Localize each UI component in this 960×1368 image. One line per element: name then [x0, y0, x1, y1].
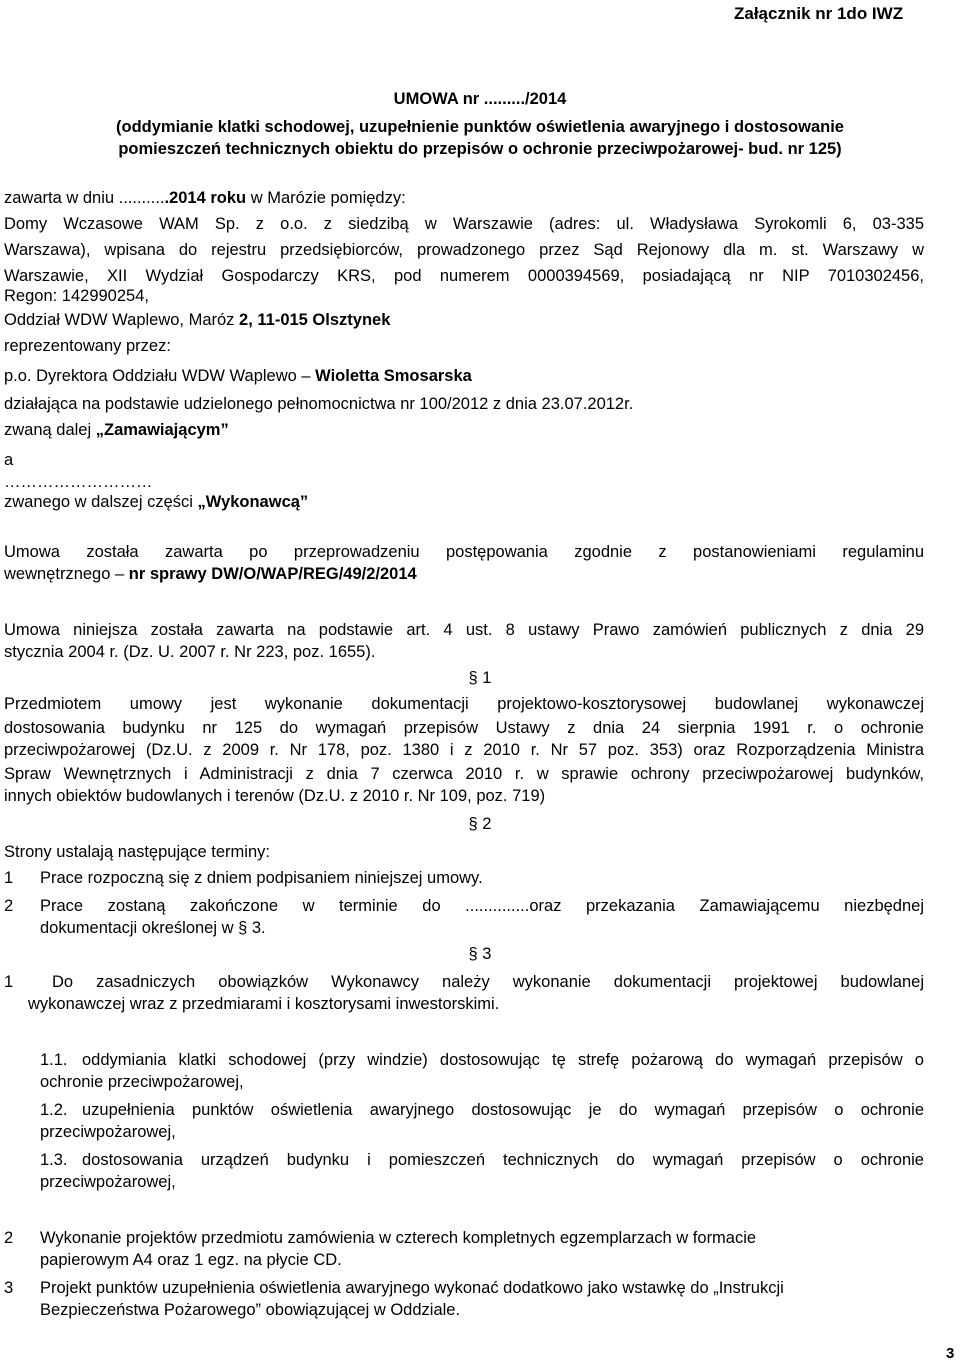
concluded-line: zawarta w dniu ...........2014 roku w Marózie pomiędzy:: [4, 189, 406, 207]
s3-item2-number: 2: [4, 1229, 14, 1247]
power-of-attorney: działająca na podstawie udzielonego pełnomocnictwa nr 100/2012 z dnia 23.07.2012r.: [4, 395, 634, 413]
legal-basis-line1: Umowa niniejsza została zawarta na podstawie art. 4 ust. 8 ustawy Prawo zamówień publicznych z dnia 29: [4, 621, 924, 639]
s3-sub1-line1: oddymiania klatki schodowej (przy windzie) dostosowując tę strefę pożarową do wymagań przepisów o: [82, 1051, 924, 1069]
s3-item2-line2: papierowym A4 oraz 1 egz. na płycie CD.: [40, 1251, 342, 1269]
s1-line5: innych obiektów budowlanych i terenów (Dz.U. z 2010 r. Nr 109, poz. 719): [4, 787, 546, 805]
s1-line3: przeciwpożarowej (Dz.U. z 2009 r. Nr 178, poz. 1380 i z 2010 r. Nr 57 poz. 353) oraz Rozporządzenia Ministra: [4, 741, 924, 759]
contractor-placeholder: ………………………: [4, 473, 153, 491]
ordering-party-line: zwaną dalej „Zamawiającym”: [4, 421, 229, 439]
s3-sub1-number: 1.1.: [40, 1051, 68, 1069]
s1-line2: dostosowania budynku nr 125 do wymagań przepisów Ustawy z dnia 24 sierpnia 1991 r. o ochronie: [4, 719, 924, 737]
s3-item3-number: 3: [4, 1279, 14, 1297]
s3-sub2-number: 1.2.: [40, 1101, 68, 1119]
s2-item2-line2: dokumentacji określonej w § 3.: [40, 919, 266, 937]
attachment-label: Załącznik nr 1do IWZ: [734, 4, 904, 23]
director-line: p.o. Dyrektora Oddziału WDW Waplewo – Wioletta Smosarska: [4, 367, 472, 385]
company-line2: Warszawa), wpisana do rejestru przedsiębiorców, prowadzonego przez Sąd Rejonowy dla m. st. Warszawy w: [4, 241, 924, 259]
s2-item2-line1: Prace zostaną zakończone w terminie do ..............oraz przekazania Zamawiającemu niezbędnej: [40, 897, 924, 915]
legal-basis-line2: stycznia 2004 r. (Dz. U. 2007 r. Nr 223, poz. 1655).: [4, 643, 376, 661]
s3-item1-line1: Do zasadniczych obowiązków Wykonawcy należy wykonanie dokumentacji projektowej budowlanej: [52, 973, 924, 991]
s1-line4: Spraw Wewnętrznych i Administracji z dnia 7 czerwca 2010 r. w sprawie ochrony przeciwpożarowej budynków,: [4, 765, 924, 783]
s3-sub3-line2: przeciwpożarowej,: [40, 1173, 176, 1191]
section-3-heading: § 3: [468, 945, 492, 963]
company-line1: Domy Wczasowe WAM Sp. z o.o. z siedzibą w Warszawie (adres: ul. Władysława Syrokomli 6, 03-335: [4, 215, 924, 233]
s2-item1: Prace rozpoczną się z dniem podpisaniem niniejszej umowy.: [40, 869, 483, 887]
s3-sub3-line1: dostosowania urządzeń budynku i pomieszczeń technicznych do wymagań przepisów o ochronie: [82, 1151, 924, 1169]
contract-subject-line2: pomieszczeń technicznych obiektu do przepisów o ochronie przeciwpożarowej- bud. nr 125): [118, 140, 842, 158]
represented-by: reprezentowany przez:: [4, 337, 171, 355]
and-word: a: [4, 451, 14, 469]
section-1-heading: § 1: [468, 669, 492, 687]
company-line3: Warszawie, XII Wydział Gospodarczy KRS, pod numerem 0000394569, posiadającą nr NIP 7010302456,: [4, 267, 924, 285]
s2-intro: Strony ustalają następujące terminy:: [4, 843, 270, 861]
s3-item2-line1: Wykonanie projektów przedmiotu zamówienia w czterech kompletnych egzemplarzach w formacie: [40, 1229, 757, 1247]
s3-item1-number: 1: [4, 973, 14, 991]
s2-item1-number: 1: [4, 869, 14, 887]
page-number: 3: [946, 1345, 955, 1362]
intro-line2: wewnętrznego – nr sprawy DW/O/WAP/REG/49/2/2014: [4, 565, 417, 583]
company-regon: Regon: 142990254,: [4, 287, 149, 305]
s3-sub2-line1: uzupełnienia punktów oświetlenia awaryjnego dostosowując je do wymagań przepisów o ochronie: [82, 1101, 924, 1119]
s1-line1: Przedmiotem umowy jest wykonanie dokumentacji projektowo-kosztorysowej budowlanej wykonawczej: [4, 695, 924, 713]
section-2-heading: § 2: [468, 815, 492, 833]
intro-line1: Umowa została zawarta po przeprowadzeniu postępowania zgodnie z postanowieniami regulaminu: [4, 543, 924, 561]
s3-item3-line1: Projekt punktów uzupełnienia oświetlenia awaryjnego wykonać dodatkowo jako wstawkę do „Instrukcji: [40, 1279, 784, 1297]
s3-sub1-line2: ochronie przeciwpożarowej,: [40, 1073, 244, 1091]
s3-sub3-number: 1.3.: [40, 1151, 68, 1169]
contract-title: UMOWA nr ........./2014: [393, 90, 567, 108]
s2-item2-number: 2: [4, 897, 14, 915]
s3-sub2-line2: przeciwpożarowej,: [40, 1123, 176, 1141]
branch-line: Oddział WDW Waplewo, Maróz 2, 11-015 Olsztynek: [4, 311, 391, 329]
contractor-line: zwanego w dalszej części „Wykonawcą”: [4, 493, 309, 511]
contract-subject-line1: (oddymianie klatki schodowej, uzupełnienie punktów oświetlenia awaryjnego i dostosowanie: [116, 118, 844, 136]
s3-item1-line2: wykonawczej wraz z przedmiarami i kosztorysami inwestorskimi.: [28, 995, 500, 1013]
s3-item3-line2: Bezpieczeństwa Pożarowego” obowiązującej w Oddziale.: [40, 1301, 461, 1319]
